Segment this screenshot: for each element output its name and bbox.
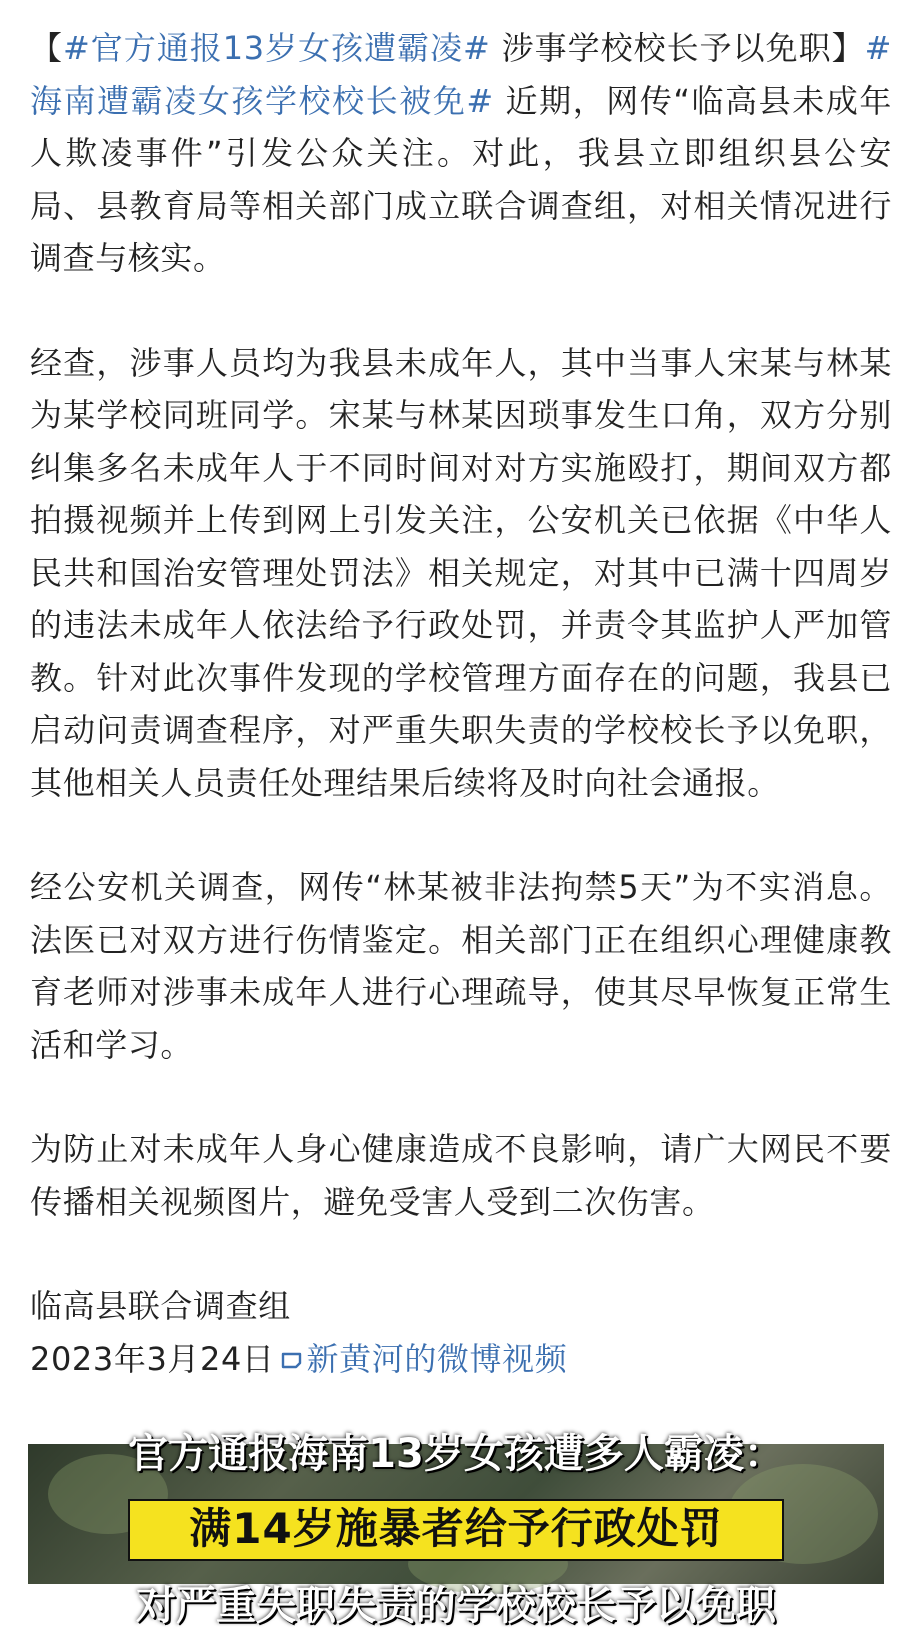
paragraph-spacer: [30, 285, 892, 337]
paragraph-spacer: [30, 809, 892, 861]
post-date-line: [30, 1333, 892, 1386]
video-caption-banner: 满14岁施暴者给予行政处罚: [128, 1499, 784, 1561]
post-paragraph-police-investigation: 经公安机关调查，网传“林某被非法拘禁5天”为不实消息。法医已对双方进行伤情鉴定。相关部门正在组织心理健康教育老师对涉事未成年人进行心理疏导，使其尽早恢复正常生活和学习。: [30, 868, 892, 1064]
weibo-post-body: [30, 22, 892, 1385]
post-signer: 临高县联合调查组: [30, 1287, 291, 1325]
paragraph-spacer: [30, 1071, 892, 1123]
post-paragraph-findings: 经查，涉事人员均为我县未成年人，其中当事人宋某与林某为某学校同班同学。宋某与林某因琐事发生口角，双方分别纠集多名未成年人于不同时间对对方实施殴打，期间双方都拍摄视频并上传到网上引发关注，公安机关已依据《中华人民共和国治安管理处罚法》相关规定，对其中已满十四周岁的违法未成年人依法给予行政处罚，并责令其监护人严加管教。针对此次事件发现的学校管理方面存在的问题，我县已启动问责调查程序，对严重失职失责的学校校长予以免职，其他相关人员责任处理结果后续将及时向社会通报。: [30, 343, 892, 802]
hashtag-link-official-notice[interactable]: #官方通报13岁女孩遭霸凌#: [63, 29, 491, 67]
paragraph-spacer: [30, 1228, 892, 1280]
post-date: 2023年3月24日: [30, 1339, 275, 1378]
post-paragraph-appeal: 为防止对未成年人身心健康造成不良影响，请广大网民不要传播相关视频图片，避免受害人受到二次伤害。: [30, 1130, 892, 1221]
video-caption-bottom: 对严重失职失责的学校校长予以免职: [136, 1583, 776, 1629]
video-source-link[interactable]: [275, 1340, 568, 1378]
headline-text: 涉事学校校长予以免职】: [490, 29, 865, 67]
video-source-label: 新黄河的微博视频: [306, 1339, 568, 1378]
headline-open-bracket: 【: [30, 29, 63, 67]
post-paragraph-intro: 近期，网传“临高县未成年人欺凌事件”引发公众关注。对此，我县立即组织县公安局、县教育局等相关部门成立联合调查组，对相关情况进行调查与核实。: [30, 81, 892, 277]
video-caption-top: 官方通报海南13岁女孩遭多人霸凌：: [128, 1431, 784, 1477]
video-thumbnail[interactable]: [28, 1431, 884, 1629]
post-headline-paragraph: [30, 22, 892, 285]
hashtag-link-principal-removed[interactable]: #海南遭霸凌女孩学校校长被免#: [30, 29, 893, 120]
video-icon: [281, 1350, 305, 1372]
